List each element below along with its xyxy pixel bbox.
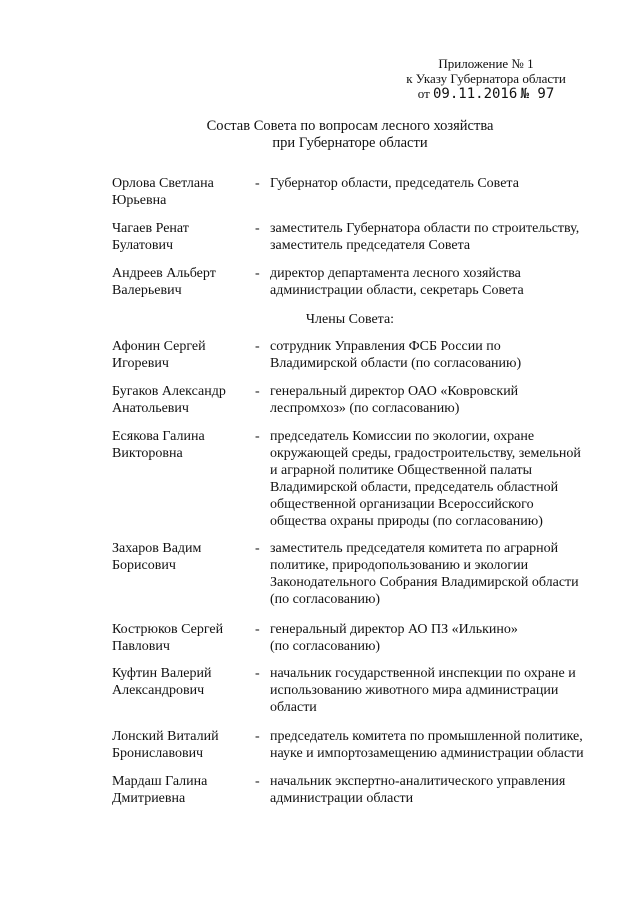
role-line: науке и импортозамещению администрации области xyxy=(270,746,584,761)
person-name xyxy=(112,773,252,807)
title-line-1: Состав Совета по вопросам лесного хозяйства xyxy=(206,118,494,134)
dash-separator: - xyxy=(255,176,260,191)
role-line: (по согласованию) xyxy=(270,592,381,607)
person-name xyxy=(112,338,252,372)
role-line: Губернатор области, председатель Совета xyxy=(270,176,519,191)
role-line: сотрудник Управления ФСБ России по xyxy=(270,339,501,354)
patronymic: Анатольевич xyxy=(112,401,189,416)
person-role xyxy=(270,665,615,716)
person-role xyxy=(270,220,615,254)
role-line: и аграрной политике Общественной палаты xyxy=(270,463,533,478)
person-role xyxy=(270,428,615,530)
decree-number: № 97 xyxy=(520,86,555,102)
person-name xyxy=(112,265,252,299)
dash-separator: - xyxy=(255,622,260,637)
person-role xyxy=(270,338,615,372)
role-line: заместитель председателя Совета xyxy=(270,238,471,253)
role-line: генеральный директор АО ПЗ «Илькино» xyxy=(270,622,518,637)
role-line: начальник государственной инспекции по охране и xyxy=(270,666,576,681)
dash-separator: - xyxy=(255,774,260,789)
dash-separator: - xyxy=(255,384,260,399)
surname-first-name: Куфтин Валерий xyxy=(112,666,212,681)
person-role xyxy=(270,383,615,417)
members-heading: Члены Совета: xyxy=(305,312,395,327)
person-name xyxy=(112,383,252,417)
person-role xyxy=(270,621,615,655)
person-name xyxy=(112,621,252,655)
patronymic: Валерьевич xyxy=(112,283,182,298)
decree-date-line xyxy=(386,86,586,102)
role-line: (по согласованию) xyxy=(270,639,381,654)
surname-first-name: Мардаш Галина xyxy=(112,774,208,789)
patronymic: Павлович xyxy=(112,639,170,654)
role-line: заместитель Губернатора области по строительству, xyxy=(270,221,580,236)
person-name xyxy=(112,540,252,574)
person-name xyxy=(112,175,252,209)
dash-separator: - xyxy=(255,266,260,281)
patronymic: Брониславович xyxy=(112,746,204,761)
person-name xyxy=(112,728,252,762)
dash-separator: - xyxy=(255,221,260,236)
role-line: области xyxy=(270,700,317,715)
surname-first-name: Афонин Сергей xyxy=(112,339,206,354)
person-name xyxy=(112,428,252,462)
patronymic: Борисович xyxy=(112,558,176,573)
role-line: общества охраны природы (по согласованию) xyxy=(270,514,543,529)
decree-reference: к Указу Губернатора области xyxy=(406,71,566,86)
title-line-2: при Губернаторе области xyxy=(272,135,428,151)
dash-separator: - xyxy=(255,666,260,681)
surname-first-name: Орлова Светлана xyxy=(112,176,214,191)
role-line: председатель Комиссии по экологии, охране xyxy=(270,429,535,444)
role-line: общественной организации Всероссийского xyxy=(270,497,534,512)
surname-first-name: Есякова Галина xyxy=(112,429,205,444)
person-role xyxy=(270,265,615,299)
person-role xyxy=(270,540,615,608)
surname-first-name: Захаров Вадим xyxy=(112,541,202,556)
surname-first-name: Кострюков Сергей xyxy=(112,622,224,637)
person-role xyxy=(270,728,615,762)
surname-first-name: Андреев Альберт xyxy=(112,266,216,281)
role-line: администрации области xyxy=(270,791,414,806)
person-role xyxy=(270,175,615,192)
role-line: администрации области, секретарь Совета xyxy=(270,283,524,298)
patronymic: Булатович xyxy=(112,238,173,253)
role-line: председатель комитета по промышленной политике, xyxy=(270,729,583,744)
appendix-header xyxy=(386,56,586,102)
date-prefix: от xyxy=(417,86,430,101)
role-line: Владимирской области (по согласованию) xyxy=(270,356,522,371)
patronymic: Викторовна xyxy=(112,446,183,461)
patronymic: Александрович xyxy=(112,683,205,698)
surname-first-name: Лонский Виталий xyxy=(112,729,219,744)
role-line: Законодательного Собрания Владимирской области xyxy=(270,575,579,590)
dash-separator: - xyxy=(255,429,260,444)
person-name xyxy=(112,665,252,699)
dash-separator: - xyxy=(255,729,260,744)
dash-separator: - xyxy=(255,339,260,354)
role-line: директор департамента лесного хозяйства xyxy=(270,266,521,281)
decree-date: 09.11.2016 xyxy=(433,86,518,102)
role-line: заместитель председателя комитета по аграрной xyxy=(270,541,559,556)
role-line: леспромхоз» (по согласованию) xyxy=(270,401,460,416)
surname-first-name: Бугаков Александр xyxy=(112,384,226,399)
appendix-number: Приложение № 1 xyxy=(438,56,534,71)
surname-first-name: Чагаев Ренат xyxy=(112,221,189,236)
role-line: Владимирской области, председатель областной xyxy=(270,480,559,495)
patronymic: Дмитриевна xyxy=(112,791,186,806)
role-line: начальник экспертно-аналитического управления xyxy=(270,774,566,789)
role-line: генеральный директор ОАО «Ковровский xyxy=(270,384,519,399)
role-line: окружающей среды, градостроительству, земельной xyxy=(270,446,581,461)
dash-separator: - xyxy=(255,541,260,556)
role-line: использованию животного мира администрации xyxy=(270,683,559,698)
patronymic: Игоревич xyxy=(112,356,169,371)
person-name xyxy=(112,220,252,254)
role-line: политике, природопользованию и экологии xyxy=(270,558,529,573)
document-title xyxy=(0,118,640,152)
person-role xyxy=(270,773,615,807)
patronymic: Юрьевна xyxy=(112,193,167,208)
